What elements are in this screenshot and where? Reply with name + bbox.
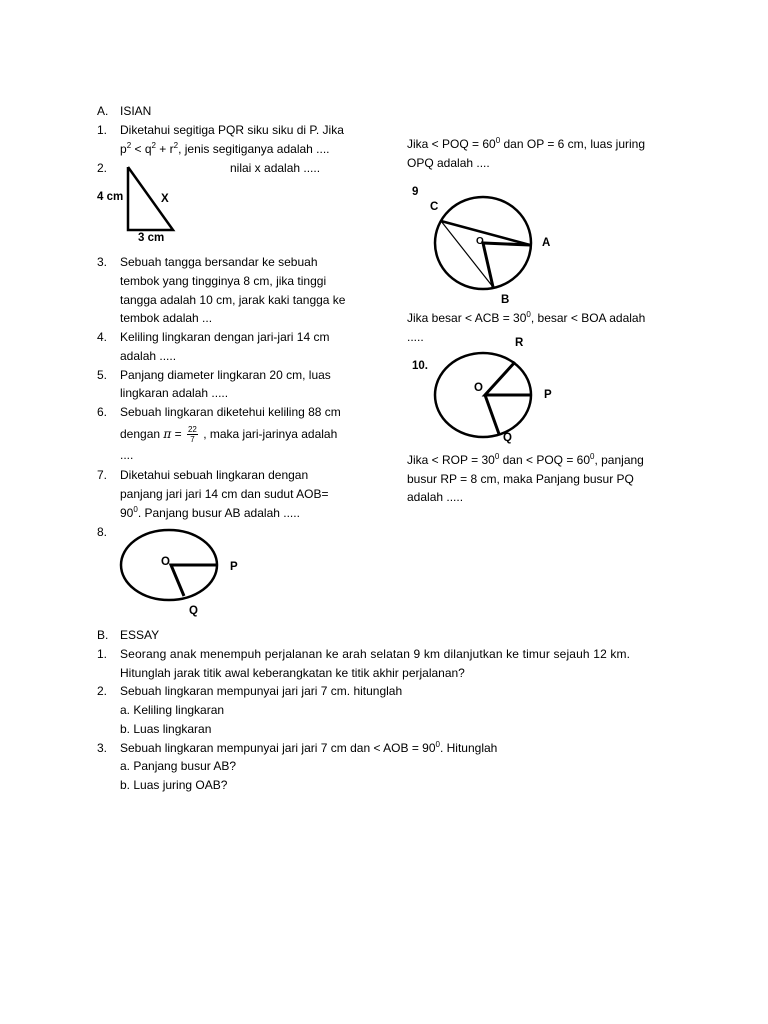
q2-number: 2. — [97, 161, 108, 175]
q4-line1: Keliling lingkaran dengan jari-jari 14 cm — [120, 330, 330, 344]
e3-line1: Sebuah lingkaran mempunyai jari jari 7 cm dan < AOB = $90^0$. Hitunglah — [120, 740, 498, 755]
q9-question-line2: ..... — [407, 330, 424, 344]
q8-number: 8. — [97, 525, 108, 539]
q10-number: 10. — [412, 360, 428, 372]
q2-triangle-diagram — [125, 164, 185, 234]
e3-item-b: b. Luas juring OAB? — [120, 778, 228, 792]
q6-fraction: $\frac{22}{7}$ — [187, 425, 197, 445]
e2-item-b: b. Luas lingkaran — [120, 722, 212, 736]
q6-number: 6. — [97, 405, 108, 419]
q10-label-q: Q — [503, 432, 512, 444]
q3-line4: tembok adalah ... — [120, 311, 213, 325]
q3-number: 3. — [97, 255, 108, 269]
q5-line2: lingkaran adalah ..... — [120, 386, 229, 400]
q4-number: 4. — [97, 330, 108, 344]
q6-line1: Sebuah lingkaran diketehui keliling 88 cm — [120, 405, 341, 419]
q8-label-q: Q — [189, 605, 198, 617]
q2-side-label: 4 cm — [97, 191, 124, 203]
q6-line2: dengan π = $\frac{22}{7}$ , maka jari-jarinya adalah — [120, 425, 338, 445]
q9-number: 9 — [412, 186, 419, 198]
q9-label-c: C — [430, 201, 439, 213]
q10-question-line2: busur RP = 8 cm, maka Panjang busur PQ — [407, 472, 634, 486]
q10-circle-diagram — [433, 352, 533, 442]
q2-base-label: 3 cm — [138, 232, 165, 244]
q8-circle-diagram — [120, 528, 220, 618]
q8-question-line1: Jika < POQ = $60^0$ dan OP = 6 cm, luas juring — [407, 136, 646, 151]
section-b-title: ESSAY — [120, 628, 160, 642]
e1-number: 1. — [97, 647, 108, 661]
q10-question-line1: Jika < ROP = $30^0$ dan < POQ = $60^0$, panjang — [407, 452, 644, 467]
e2-line1: Sebuah lingkaran mempunyai jari jari 7 cm. hitunglah — [120, 684, 403, 698]
q3-line2: tembok yang tingginya 8 cm, jika tinggi — [120, 274, 327, 288]
q8-question-line2: OPQ adalah .... — [407, 156, 490, 170]
section-b-letter: B. — [97, 628, 109, 642]
q7-number: 7. — [97, 468, 108, 482]
q10-label-r: R — [515, 337, 524, 349]
q10-label-o: O — [474, 382, 483, 394]
q9-label-a: A — [542, 237, 551, 249]
q2-text: nilai x adalah ..... — [230, 161, 321, 175]
q2-hypotenuse-label: X — [161, 193, 169, 205]
section-a-title: ISIAN — [120, 104, 152, 118]
q9-label-b: B — [501, 294, 510, 306]
q5-number: 5. — [97, 368, 108, 382]
q8-label-p: P — [230, 561, 238, 573]
q7-line3: $90^0$. Panjang busur AB adalah ..... — [120, 505, 300, 520]
q1-line2: $p^2 < q^2 + r^2$, jenis segitiganya adalah .... — [120, 141, 330, 156]
section-a-letter: A. — [97, 104, 109, 118]
q9-circle-diagram — [433, 195, 543, 295]
e1-line1: Seorang anak menempuh perjalanan ke arah selatan 9 km dilanjutkan ke timur sejauh 12 km. — [120, 647, 631, 661]
q3-line3: tangga adalah 10 cm, jarak kaki tangga ke — [120, 293, 346, 307]
q4-line2: adalah ..... — [120, 349, 177, 363]
q7-line2: panjang jari jari 14 cm dan sudut AOB= — [120, 487, 329, 501]
e1-line2: Hitunglah jarak titik awal keberangkatan ke titik akhir perjalanan? — [120, 666, 465, 680]
q7-line1: Diketahui sebuah lingkaran dengan — [120, 468, 309, 482]
q10-question-line3: adalah ..... — [407, 490, 464, 504]
e2-item-a: a. Keliling lingkaran — [120, 703, 225, 717]
e3-number: 3. — [97, 741, 108, 755]
q1-line1: Diketahui segitiga PQR siku siku di P. Jika — [120, 123, 344, 137]
q1-number: 1. — [97, 123, 108, 137]
q9-question-line1: Jika besar < ACB = $30^0$, besar < BOA adalah — [407, 310, 646, 325]
q8-label-o: O — [161, 556, 170, 568]
q9-label-o: O — [476, 236, 484, 247]
q5-line1: Panjang diameter lingkaran 20 cm, luas — [120, 368, 331, 382]
e2-number: 2. — [97, 684, 108, 698]
e3-item-a: a. Panjang busur AB? — [120, 759, 237, 773]
q3-line1: Sebuah tangga bersandar ke sebuah — [120, 255, 318, 269]
q10-label-p: P — [544, 389, 552, 401]
q6-line3: .... — [120, 448, 134, 462]
